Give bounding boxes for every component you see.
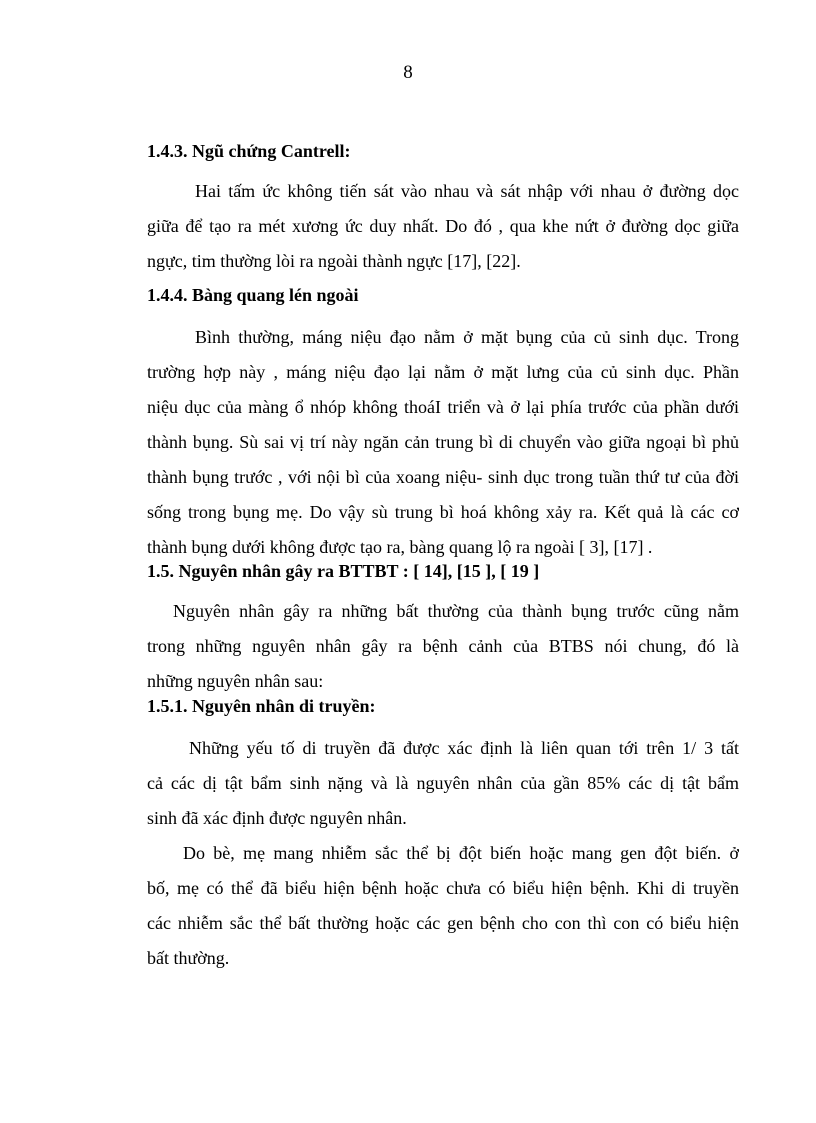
paragraph-line: trong những nguyên nhân gây ra bệnh cảnh của BTBS nói chung, đó là <box>147 636 739 656</box>
paragraph-line: Hai tấm ức không tiến sát vào nhau và sát nhập với nhau ở đường dọc <box>195 181 739 201</box>
paragraph-nguyen-nhan <box>147 594 739 699</box>
paragraph-line: sinh đã xác định được nguyên nhân. <box>147 808 407 828</box>
paragraph-bang-quang <box>147 320 739 565</box>
heading-1-5: 1.5. Nguyên nhân gây ra BTTBT : [ 14], [15 ], [ 19 ] <box>147 561 540 581</box>
heading-1-5-1: 1.5.1. Nguyên nhân di truyền: <box>147 696 376 716</box>
paragraph-line: Những yếu tố di truyền đã được xác định là liên quan tới trên 1/ 3 tất <box>189 738 739 758</box>
page-number: 8 <box>403 62 413 83</box>
paragraph-line: cả các dị tật bẩm sinh nặng và là nguyên nhân của gần 85% các dị tật bẩm <box>147 773 739 793</box>
paragraph-di-truyen-1 <box>147 731 739 836</box>
paragraph-line: bố, mẹ có thể đã biểu hiện bệnh hoặc chưa có biểu hiện bệnh. Khi di truyền <box>147 878 739 898</box>
paragraph-line: Nguyên nhân gây ra những bất thường của thành bụng trước cũng nằm <box>173 601 739 621</box>
paragraph-line: giữa để tạo ra mét xương ức duy nhất. Do đó , qua khe nứt ở đường dọc giữa <box>147 216 739 236</box>
heading-1-4-3: 1.4.3. Ngũ chứng Cantrell: <box>147 141 351 161</box>
paragraph-line: thành bụng. Sù sai vị trí này ngăn cản trung bì di chuyển vào giữa ngoại bì phủ <box>147 432 739 452</box>
paragraph-line: sống trong bụng mẹ. Do vậy sù trung bì hoá không xảy ra. Kết quả là các cơ <box>147 502 739 522</box>
paragraph-line: thành bụng trước , với nội bì của xoang niệu- sinh dục trong tuần thứ tư của đời <box>147 467 739 487</box>
paragraph-cantrell <box>147 174 739 279</box>
paragraph-line: những nguyên nhân sau: <box>147 671 324 691</box>
paragraph-di-truyen-2 <box>147 836 739 976</box>
paragraph-line: niệu dục của màng ổ nhóp không thoáI triển và ở lại phía trước của phần dưới <box>147 397 739 417</box>
heading-1-4-4: 1.4.4. Bàng quang lén ngoài <box>147 285 359 305</box>
paragraph-line: các nhiễm sắc thể bất thường hoặc các gen bệnh cho con thì con có biểu hiện <box>147 913 739 933</box>
paragraph-line: thành bụng dưới không được tạo ra, bàng quang lộ ra ngoài [ 3], [17] . <box>147 537 653 557</box>
paragraph-line: trường hợp này , máng niệu đạo lại nằm ở mặt lưng của củ sinh dục. Phần <box>147 362 739 382</box>
paragraph-line: bất thường. <box>147 948 230 968</box>
paragraph-line: Bình thường, máng niệu đạo nằm ở mặt bụng của củ sinh dục. Trong <box>195 327 739 347</box>
paragraph-line: ngực, tim thường lòi ra ngoài thành ngực [17], [22]. <box>147 251 521 271</box>
paragraph-line: Do bè, mẹ mang nhiễm sắc thể bị đột biến hoặc mang gen đột biến. ở <box>183 843 739 863</box>
